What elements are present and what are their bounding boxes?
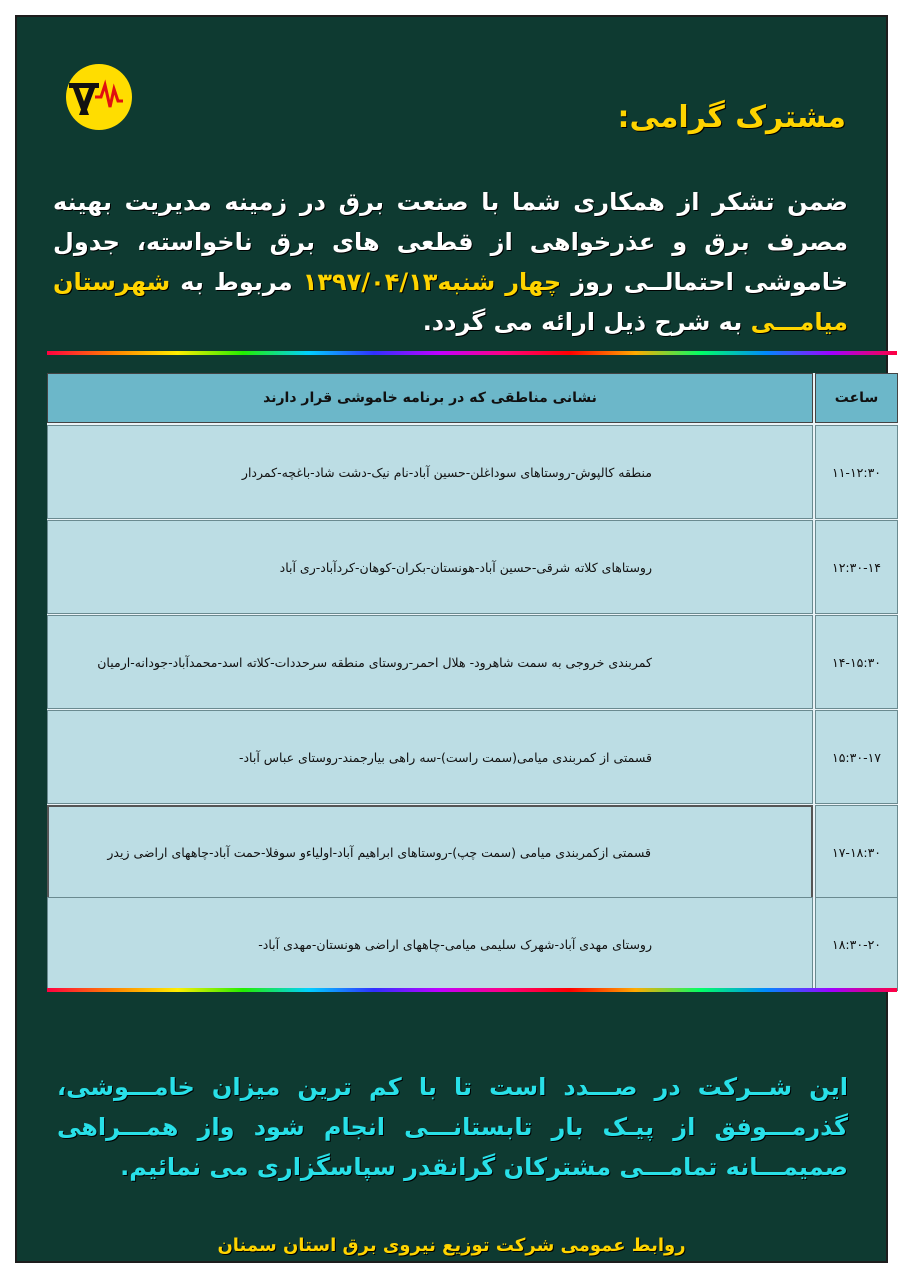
table-header-time: ساعت	[815, 373, 898, 423]
intro-city: شهرستان میامـــی	[53, 268, 848, 336]
intro-text-3: به شرح ذیل ارائه می گردد.	[422, 308, 751, 336]
intro-paragraph	[53, 182, 848, 342]
intro-text: ضمن تشکر از همکاری شما با صنعت برق در زمینه مدیریت بهینه مصرف برق و عذرخواهی از قطعی های برق ناخواسته، جدول خاموشی احتمالــی روز	[53, 188, 849, 296]
time-cell: ۱۴-۱۵:۳۰	[815, 615, 898, 709]
area-cell: روستاهای کلاته شرقی-حسین آباد-هونستان-بکران-کوهان-کردآباد-ری آباد	[47, 520, 813, 614]
area-cell: کمربندی خروجی به سمت شاهرود- هلال احمر-روستای منطقه سرحددات-کلاته اسد-محمدآباد-جودانه-ارمیان	[47, 615, 813, 709]
time-cell: ۱۸:۳۰-۲۰	[815, 897, 898, 991]
time-cell: ۱۲:۳۰-۱۴	[815, 520, 898, 614]
table-row	[47, 425, 898, 519]
table-row	[47, 615, 898, 709]
rainbow-divider-top	[47, 351, 897, 355]
table-row	[47, 710, 898, 804]
area-cell: روستای مهدی آباد-شهرک سلیمی میامی-چاههای اراضی هونستان-مهدی آباد-	[47, 897, 813, 991]
poster-frame	[15, 15, 888, 1263]
area-cell: منطقه کالپوش-روستاهای سوداغلن-حسین آباد-نام نیک-دشت شاد-باغچه-کمردار	[47, 425, 813, 519]
table-row	[47, 805, 898, 899]
table-header-area: نشانی مناطقی که در برنامه خاموشی قرار دارند	[47, 373, 813, 423]
area-cell: قسمتی از کمربندی میامی(سمت راست)-سه راهی بیارجمند-روستای عباس آباد-	[47, 710, 813, 804]
intro-date: چهار شنبه۱۳۹۷/۰۴/۱۳	[302, 268, 562, 296]
time-cell: ۱۷-۱۸:۳۰	[815, 805, 898, 899]
area-cell: قسمتی ازکمربندی میامی (سمت چپ)-روستاهای ابراهیم آباد-اولیاءو سوفلا-حمت آباد-چاههای اراضی زیدر	[47, 805, 813, 899]
footer-signature: روابط عمومی شرکت توزیع نیروی برق استان سمنان	[217, 1235, 686, 1256]
power-company-logo-icon	[65, 63, 133, 131]
greeting-heading: مشترک گرامی:	[617, 100, 846, 135]
outage-schedule-table	[47, 373, 898, 991]
time-cell: ۱۵:۳۰-۱۷	[815, 710, 898, 804]
rainbow-divider-bottom	[47, 988, 897, 992]
closing-paragraph: این شــرکت در صـــدد است تا با کم ترین میزان خامـــوشی، گذرمـــوفق از پیـک بار تابستانـــی انجام شود واز همـــراهی صمیمـــانه تمامـــی مشترکان گرانقدر سپاسگزاری می نمائیم.	[57, 1073, 848, 1181]
time-cell: ۱۱-۱۲:۳۰	[815, 425, 898, 519]
table-row	[47, 520, 898, 614]
table-row	[47, 897, 898, 991]
intro-text-2: مربوط به	[170, 268, 303, 296]
